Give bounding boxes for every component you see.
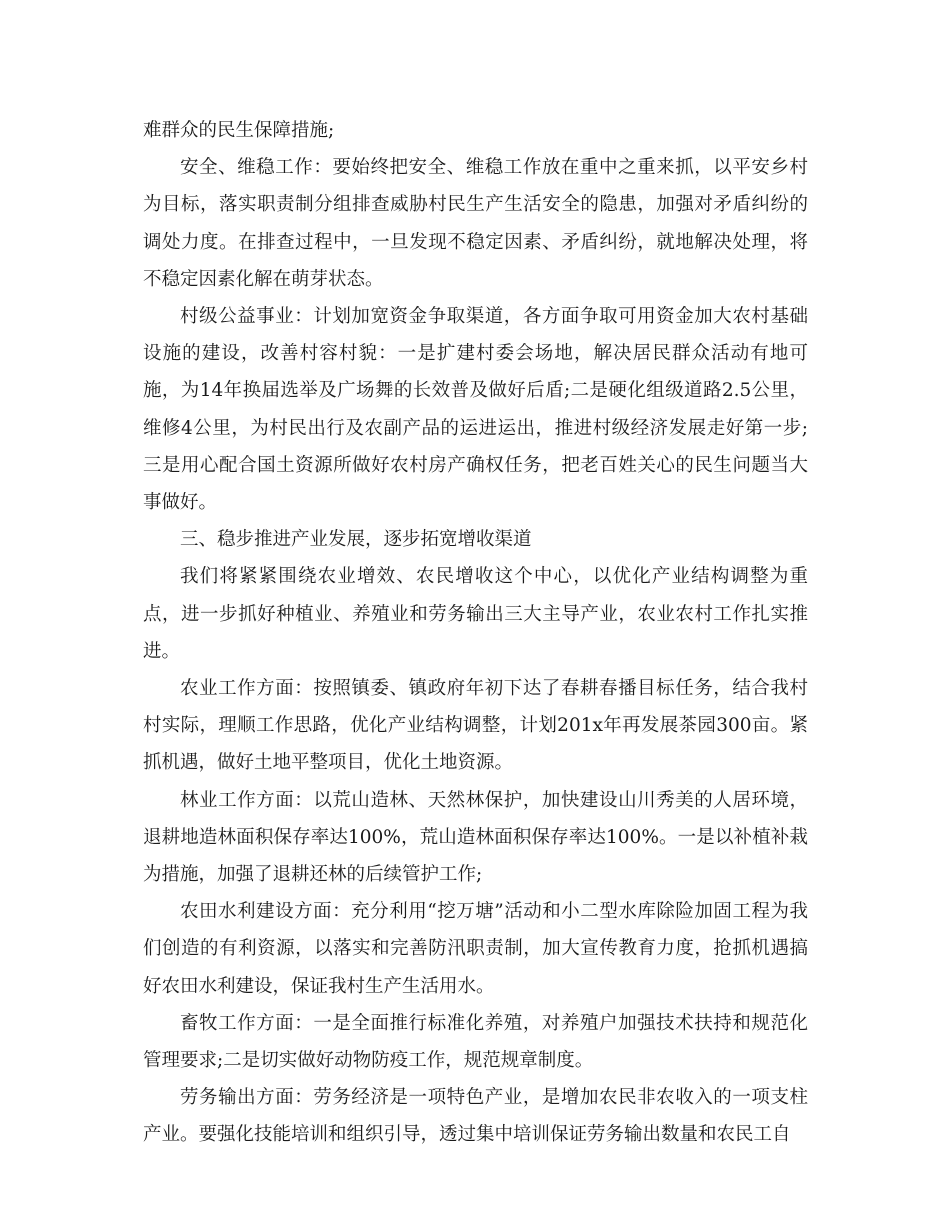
document-body <box>143 112 808 1154</box>
paragraph-animal-husbandry: 畜牧工作方面：一是全面推行标准化养殖，对养殖户加强技术扶持和规范化管理要求;二是切实做好动物防疫工作，规范规章制度。 <box>143 1012 808 1072</box>
paragraph-security-stability: 安全、维稳工作：要始终把安全、维稳工作放在重中之重来抓，以平安乡村为目标，落实职责制分组排查威胁村民生产生活安全的隐患，加强对矛盾纠纷的调处力度。在排查过程中，一旦发现不稳定因素、矛盾纠纷，就地解决处理，将不稳定因素化解在萌芽状态。 <box>143 157 808 290</box>
paragraph-labor-export: 劳务输出方面：劳务经济是一项特色产业，是增加农民非农收入的一项支柱产业。要强化技能培训和组织引导，透过集中培训保证劳务输出数量和农民工自 <box>143 1087 808 1146</box>
paragraph-water-conservancy: 农田水利建设方面：充分利用“挖万塘”活动和小二型水库除险加固工程为我们创造的有利资源，以落实和完善防汛职责制，加大宣传教育力度，抢抓机遇搞好农田水利建设，保证我村生产生活用水。 <box>143 901 808 997</box>
section-heading-industry: 三、稳步推进产业发展，逐步拓宽增收渠道 <box>180 529 532 551</box>
paragraph-industry-intro: 我们将紧紧围绕农业增效、农民增收这个中心，以优化产业结构调整为重点，进一步抓好种植业、养殖业和劳务输出三大主导产业，农业农村工作扎实推进。 <box>143 566 808 662</box>
paragraph-public-welfare: 村级公益事业：计划加宽资金争取渠道，各方面争取可用资金加大农村基础设施的建设，改善村容村貌：一是扩建村委会场地，解决居民群众活动有地可施，为14年换届选举及广场舞的长效普及做好后盾;二是硬化组级道路2.5公里，维修4公里，为村民出行及农副产品的运进运出，推进村级经济发展走好第一步;三是用心配合国土资源所做好农村房产确权任务，把老百姓关心的民生问题当大事做好。 <box>143 306 808 514</box>
paragraph-continuation: 难群众的民生保障措施; <box>143 120 335 141</box>
paragraph-forestry: 林业工作方面：以荒山造林、天然林保护，加快建设山川秀美的人居环境，退耕地造林面积保存率达100%，荒山造林面积保存率达100%。一是以补植补栽为措施，加强了退耕还林的后续管护工作; <box>143 789 808 886</box>
paragraph-agriculture: 农业工作方面：按照镇委、镇政府年初下达了春耕春播目标任务，结合我村村实际，理顺工作思路，优化产业结构调整，计划201x年再发展茶园300亩。紧抓机遇，做好土地平整项目，优化土地资源。 <box>143 678 808 774</box>
